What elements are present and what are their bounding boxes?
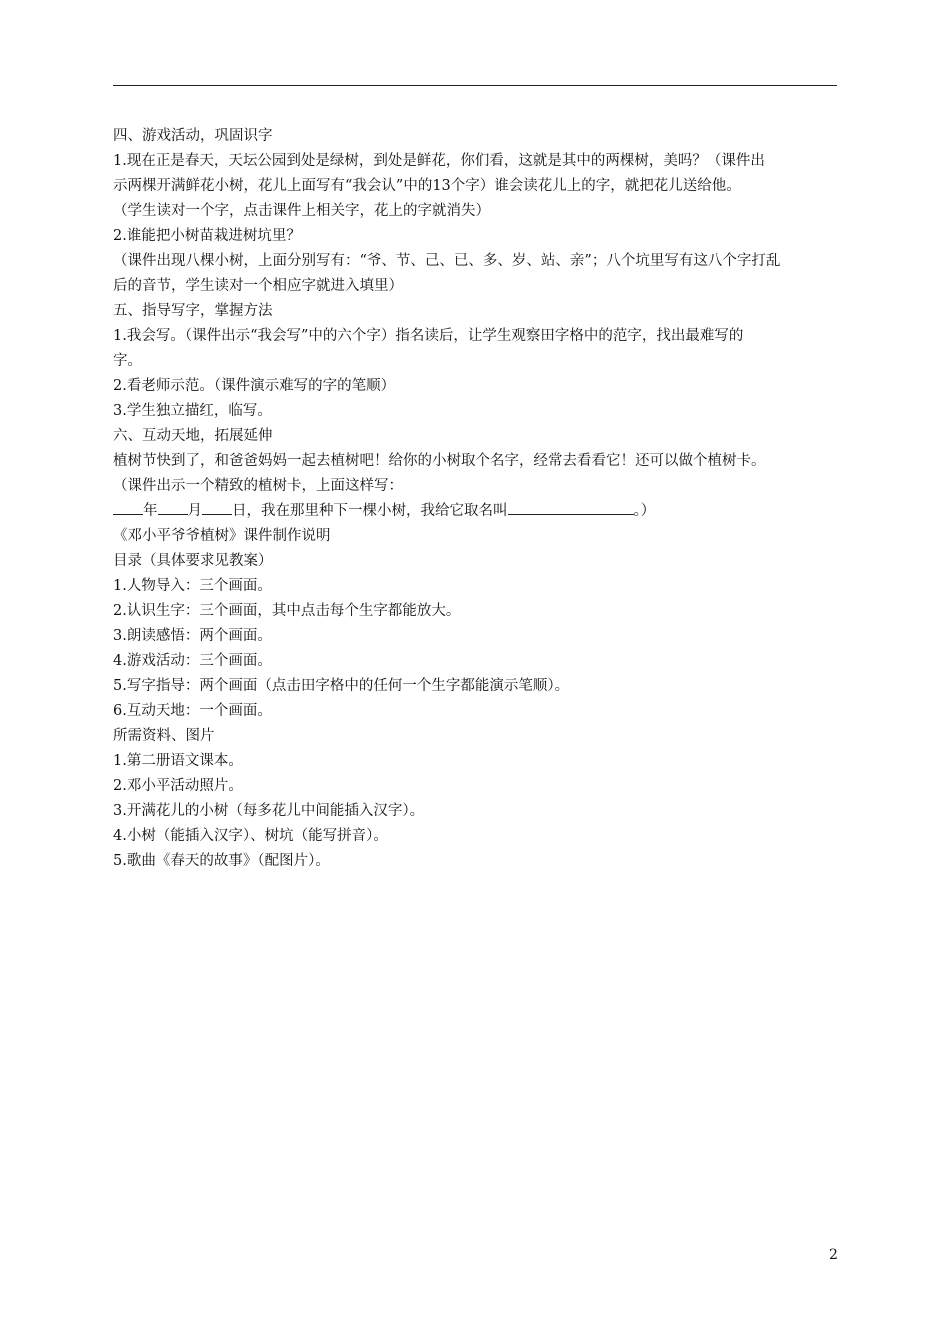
text-line: 字。 <box>113 353 142 369</box>
text-line: 后的音节，学生读对一个相应字就进入填里） <box>113 278 403 294</box>
list-item: 2.认识生字：三个画面，其中点击每个生字都能放大。 <box>113 603 461 619</box>
text-line: 示两棵开满鲜花小树，花儿上面写有“我会认”中的13个字）谁会读花儿上的字，就把花儿送给他。 <box>113 178 741 194</box>
text-line: 植树节快到了，和爸爸妈妈一起去植树吧！给你的小树取个名字，经常去看看它！还可以做个植树卡。 <box>113 453 766 469</box>
page-number: 2 <box>829 1247 838 1263</box>
text-line: （课件出示一个精致的植树卡，上面这样写： <box>113 478 403 494</box>
toc-heading: 目录（具体要求见教案） <box>113 553 273 569</box>
text-line: （学生读对一个字，点击课件上相关字，花上的字就消失） <box>113 203 490 219</box>
list-item: 6.互动天地：一个画面。 <box>113 703 272 719</box>
list-item: 4.小树（能插入汉字）、树坑（能写拼音）。 <box>113 828 388 844</box>
list-item: 5.歌曲《春天的故事》（配图片）。 <box>113 853 330 869</box>
name-blank <box>508 500 634 515</box>
text-line: 2.谁能把小树苗栽进树坑里？ <box>113 228 301 244</box>
tree-card-line <box>113 499 841 524</box>
list-item: 3.朗读感悟：两个画面。 <box>113 628 272 644</box>
text-line: 1.我会写。（课件出示“我会写”中的六个字）指名读后，让学生观察田字格中的范字，找出最难写的 <box>113 328 744 344</box>
month-label: 月 <box>187 503 202 519</box>
list-item: 2.邓小平活动照片。 <box>113 778 243 794</box>
section-heading-writing: 五、指导写字，掌握方法 <box>113 303 273 319</box>
text-line: （课件出现八棵小树，上面分别写有：“爷、节、己、已、多、岁、站、亲”；八个坑里写有这八个字打乱 <box>113 253 781 269</box>
text-line: 1.现在正是春天，天坛公园到处是绿树，到处是鲜花，你们看，这就是其中的两棵树，美吗？（课件出 <box>113 153 765 169</box>
year-blank <box>113 500 143 515</box>
document-body <box>113 124 841 874</box>
header-rule <box>113 85 837 86</box>
materials-heading: 所需资料、图片 <box>113 728 215 744</box>
text-line: 2.看老师示范。（课件演示难写的字的笔顺） <box>113 378 396 394</box>
list-item: 5.写字指导：两个画面（点击田字格中的任何一个生字都能演示笔顺）。 <box>113 678 570 694</box>
day-blank <box>202 500 232 515</box>
card-end: 。） <box>633 503 656 519</box>
month-blank <box>158 500 188 515</box>
day-text: 日，我在那里种下一棵小树，我给它取名叫 <box>232 503 508 519</box>
section-heading-interactive: 六、互动天地，拓展延伸 <box>113 428 273 444</box>
year-label: 年 <box>143 503 158 519</box>
text-line: 3.学生独立描红，临写。 <box>113 403 272 419</box>
courseware-title: 《邓小平爷爷植树》课件制作说明 <box>113 528 331 544</box>
list-item: 1.第二册语文课本。 <box>113 753 243 769</box>
list-item: 1.人物导入：三个画面。 <box>113 578 272 594</box>
list-item: 3.开满花儿的小树（每多花儿中间能插入汉字）。 <box>113 803 425 819</box>
list-item: 4.游戏活动：三个画面。 <box>113 653 272 669</box>
section-heading-game: 四、游戏活动，巩固识字 <box>113 128 273 144</box>
